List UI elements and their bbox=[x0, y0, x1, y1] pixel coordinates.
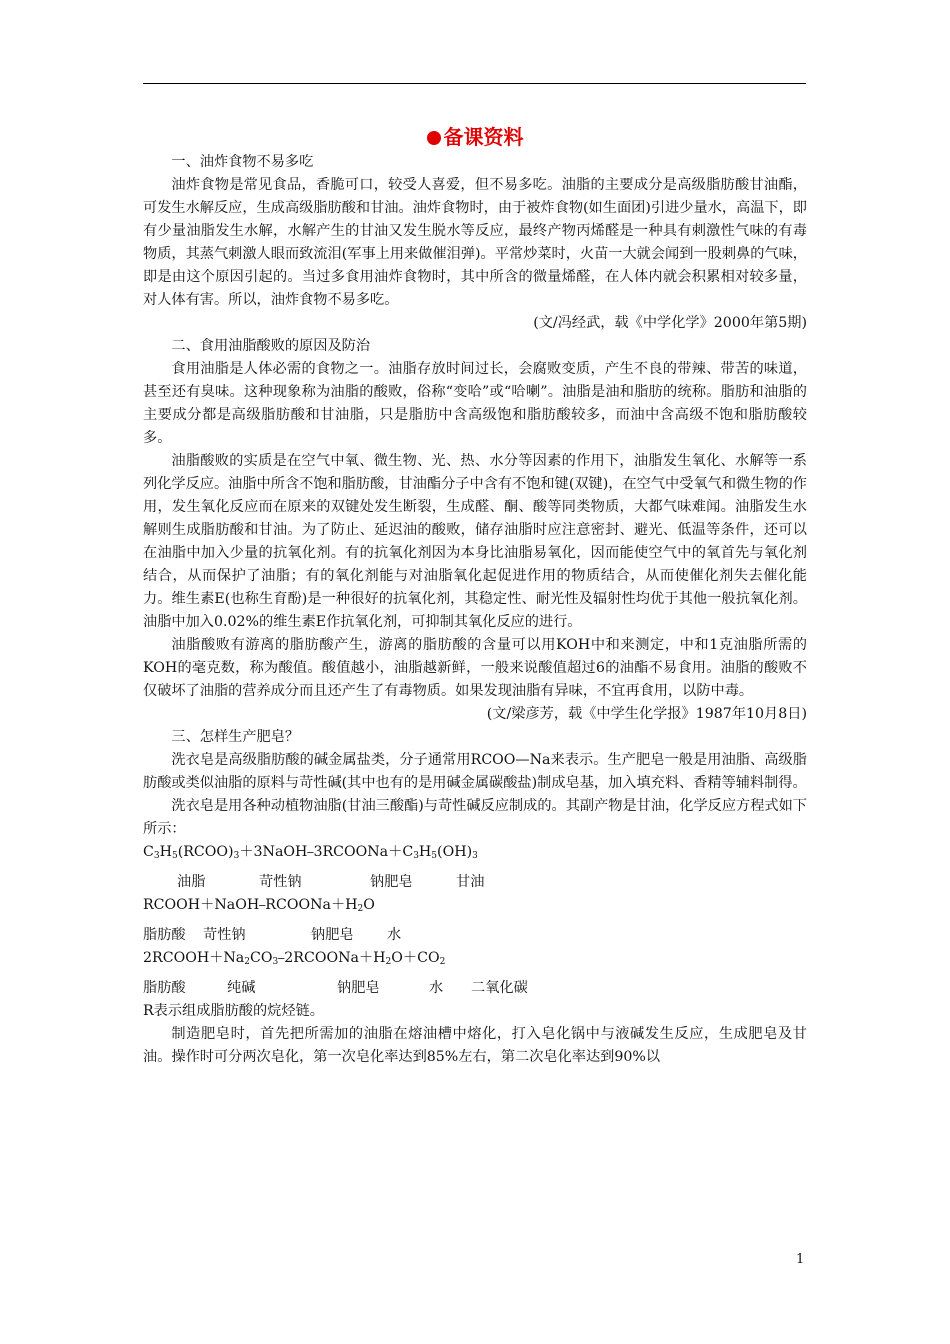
equation-3-labels: 脂肪酸 纯碱 钠肥皂 水 二氧化碳 bbox=[143, 980, 528, 996]
section-1-source: (文/冯经武，载《中学化学》2000年第5期) bbox=[533, 315, 807, 331]
section-3-heading: 三、怎样生产肥皂？ bbox=[171, 729, 300, 745]
section-3-paragraph-2: 洗衣皂是用各种动植物油脂(甘油三酸酯)与苛性碱反应制成的。其副产物是甘油，化学反应方程式如下所示： bbox=[143, 798, 807, 837]
section-2-source: (文/梁彦芳，载《中学生化学报》1987年10月8日) bbox=[486, 706, 807, 722]
document-body bbox=[143, 151, 807, 1069]
equation-1-labels: 油脂 苛性钠 钠肥皂 甘油 bbox=[177, 874, 485, 890]
section-3-note: R表示组成脂肪酸的烷烃链。 bbox=[143, 1003, 324, 1019]
section-3-paragraph-1: 洗衣皂是高级脂肪酸的碱金属盐类，分子通常用RCOO—Na来表示。生产肥皂一般是用油脂、高级脂肪酸或类似油脂的原料与苛性碱(其中也有的是用碱金属碳酸盐)制成皂基，加入填充料、香精等辅料制得。 bbox=[143, 752, 807, 791]
section-1-paragraph: 油炸食物是常见食品，香脆可口，较受人喜爱，但不易多吃。油脂的主要成分是高级脂肪酸甘油酯，可发生水解反应，生成高级脂肪酸和甘油。油炸食物时，由于被炸食物(如生面团)引进少量水，高温下，即有少量油脂发生水解，水解产生的甘油又发生脱水等反应，最终产物丙烯醛是一种具有刺激性气味的有毒物质，其蒸气刺激人眼而致流泪(军事上用来做催泪弹)。平常炒菜时，火苗一大就会闻到一股刺鼻的气味，即是由这个原因引起的。当过多食用油炸食物时，其中所含的微量烯醛，在人体内就会积累相对较多量，对人体有害。所以，油炸食物不易多吃。 bbox=[143, 177, 807, 308]
header-rule bbox=[143, 83, 806, 84]
section-1-heading: 一、油炸食物不易多吃 bbox=[171, 154, 314, 170]
bullet-dot-icon bbox=[427, 131, 441, 145]
section-2-heading: 二、食用油脂酸败的原因及防治 bbox=[171, 338, 371, 354]
section-2-paragraph-2: 油脂酸败的实质是在空气中氧、微生物、光、热、水分等因素的作用下，油脂发生氧化、水解等一系列化学反应。油脂中所含不饱和脂肪酸，甘油酯分子中含有不饱和键(双键)，在空气中受氧气和微生物的作用，发生氧化反应而在原来的双键处发生断裂，生成醛、酮、酸等同类物质，大都气味难闻。油脂发生水解则生成脂肪酸和甘油。为了防止、延迟油的酸败，储存油脂时应注意密封、避光、低温等条件，还可以在油脂中加入少量的抗氧化剂。有的抗氧化剂因为本身比油脂易氧化，因而能使空气中的氧首先与氧化剂结合，从而保护了油脂；有的氧化剂能与对油脂氧化起促进作用的物质结合，从而使催化剂失去催化能力。维生素E(也称生育酚)是一种很好的抗氧化剂，其稳定性、耐光性及辐射性均优于其他一般抗氧化剂。油脂中加入0.02%的维生素E作抗氧化剂，可抑制其氧化反应的进行。 bbox=[143, 453, 807, 630]
equation-3: $2RCOOH+Na_2CO_3─2RCOONa+H_2O+CO_2$ bbox=[143, 950, 446, 967]
section-3-paragraph-3: 制造肥皂时，首先把所需加的油脂在熔油槽中熔化，打入皂化锅中与液碱发生反应，生成肥皂及甘油。操作时可分两次皂化，第一次皂化率达到85%左右，第二次皂化率达到90%以 bbox=[143, 1026, 807, 1065]
section-2-paragraph-3: 油脂酸败有游离的脂肪酸产生，游离的脂肪酸的含量可以用KOH中和来测定，中和1克油脂所需的KOH的毫克数，称为酸值。酸值越小，油脂越新鲜，一般来说酸值超过6的油酯不易食用。油脂的酸败不仅破坏了油脂的营养成分而且还产生了有毒物质。如果发现油脂有异味，不宜再食用，以防中毒。 bbox=[143, 637, 807, 699]
page-title: 备课资料 bbox=[0, 121, 950, 150]
page-number: 1 bbox=[796, 1252, 805, 1267]
equation-2-labels: 脂肪酸 苛性钠 钠肥皂 水 bbox=[143, 927, 402, 943]
equation-2: $RCOOH+NaOH─RCOONa+H_2O$ bbox=[143, 897, 375, 914]
section-2-paragraph-1: 食用油脂是人体必需的食物之一。油脂存放时间过长，会腐败变质，产生不良的带辣、带苦的味道，甚至还有臭味。这种现象称为油脂的酸败，俗称“变哈”或“哈喇”。油脂是油和脂肪的统称。脂肪和油脂的主要成分都是高级脂肪酸和甘油脂，只是脂肪中含高级饱和脂肪酸较多，而油中含高级不饱和脂肪酸较多。 bbox=[143, 361, 807, 446]
equation-1: $C_3H_5(RCOO)_3+3NaOH─3RCOONa+C_3H_5(OH)_3$ bbox=[143, 844, 478, 861]
